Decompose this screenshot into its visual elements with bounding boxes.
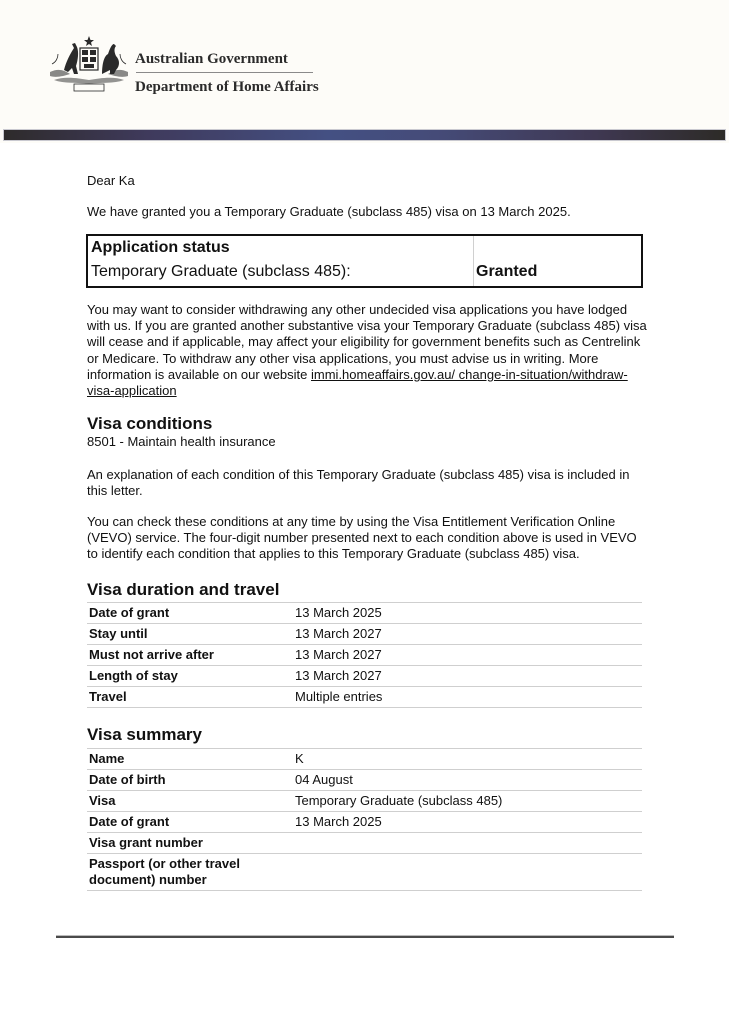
visa-duration-heading: Visa duration and travel [87,580,280,599]
table-row [87,812,642,833]
vevo-notice: You can check these conditions at any time by using the Visa Entitlement Verification Online (VEVO) service. The four-digit number presented next to each condition above is used in VEVO to identify each condition that applies to this Temporary Graduate (subclass 485) visa. [87,514,637,562]
row-value: 13 March 2025 [293,812,642,833]
application-status-box [86,234,643,288]
table-row [87,645,642,666]
visa-summary-table [87,748,642,891]
status-cell-divider [473,236,474,286]
row-label: Travel [87,687,293,708]
visa-duration-table [87,602,642,708]
row-label: Date of grant [87,603,293,624]
withdraw-info-link[interactable]: immi.homeaffairs.gov.au/ change-in-situation/withdraw-visa-application [87,366,628,399]
table-row [87,687,642,708]
coat-of-arms-icon [44,34,134,98]
row-value: 13 March 2027 [293,645,642,666]
row-value [293,833,642,854]
letterhead [0,0,729,143]
row-value: 04 August [293,770,642,791]
row-value: 13 March 2025 [293,603,642,624]
department-name: Department of Home Affairs [135,79,319,95]
footer-divider [56,935,674,938]
table-row [87,854,642,891]
condition-item: 8501 - Maintain health insurance [87,434,276,449]
row-label: Visa [87,791,293,812]
row-value: Temporary Graduate (subclass 485) [293,791,642,812]
row-value [293,854,642,891]
table-row [87,666,642,687]
row-value: K [293,749,642,770]
letterhead-bar [4,130,725,140]
row-label: Date of birth [87,770,293,791]
table-row [87,770,642,791]
conditions-explanation: An explanation of each condition of this Temporary Graduate (subclass 485) visa is included in this letter. [87,467,630,499]
row-value: 13 March 2027 [293,666,642,687]
row-label: Stay until [87,624,293,645]
row-value: 13 March 2027 [293,624,642,645]
row-value: Multiple entries [293,687,642,708]
letterhead-divider [136,72,313,73]
withdraw-notice [87,302,647,399]
government-name: Australian Government [135,51,288,67]
row-label: Visa grant number [87,833,293,854]
table-row [87,603,642,624]
table-row [87,624,642,645]
row-label: Passport (or other travel document) number [87,854,293,891]
row-label: Must not arrive after [87,645,293,666]
row-label: Length of stay [87,666,293,687]
table-row [87,749,642,770]
status-visa-label: Temporary Graduate (subclass 485): [91,263,351,280]
application-status-title: Application status [91,239,230,256]
status-badge: Granted [476,263,538,280]
table-row [87,791,642,812]
table-row [87,833,642,854]
row-label: Name [87,749,293,770]
row-label: Date of grant [87,812,293,833]
visa-summary-heading: Visa summary [87,725,202,744]
withdraw-notice-text: You may want to consider withdrawing any other undecided visa applications you have lodged with us. If you are granted another substantive visa your Temporary Graduate (subclass 485) visa will cease and if applicable, may affect your eligibility for government benefits such as Centrelink or Medicare. To withdraw any other visa applications, you must advise us in writing. More information is available on our website [87,302,647,382]
greeting: Dear Ka [87,173,135,188]
grant-intro: We have granted you a Temporary Graduate (subclass 485) visa on 13 March 2025. [87,204,571,219]
visa-conditions-heading: Visa conditions [87,414,213,433]
